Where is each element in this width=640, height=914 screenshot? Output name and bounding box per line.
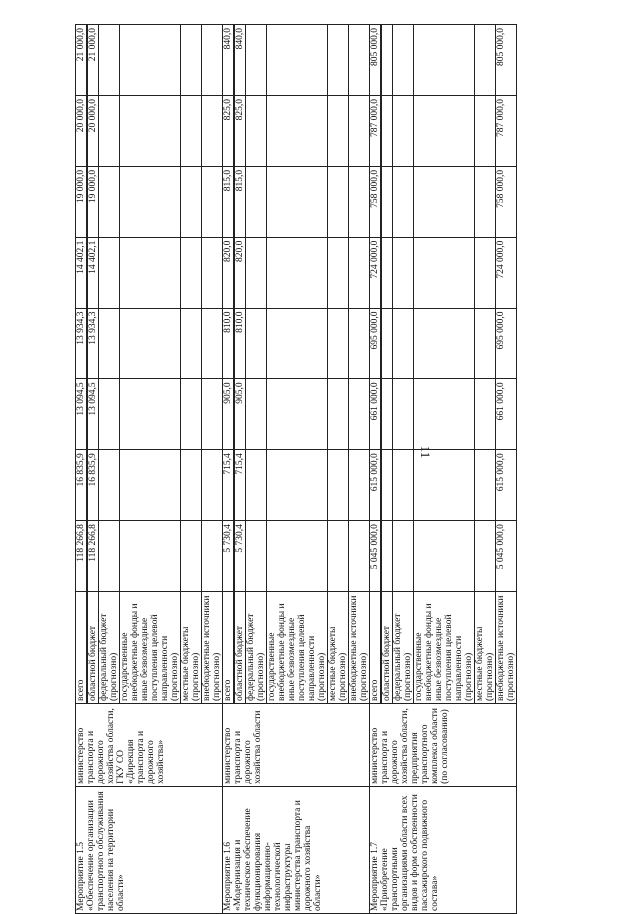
value-cell: 13 094,5 [76, 379, 88, 450]
value-cell: 715,4 [223, 450, 235, 521]
value-cell [393, 379, 414, 450]
value-cell: 20 000,0 [87, 95, 99, 166]
value-cell: 787 000,0 [496, 95, 517, 166]
value-cell [120, 25, 181, 96]
rotated-table-container [75, 24, 551, 914]
value-cell [246, 521, 267, 592]
source-label-cell: внебюджетные источники (прогнозно) [202, 591, 223, 703]
value-cell [120, 95, 181, 166]
value-cell [381, 25, 393, 96]
value-cell [414, 166, 475, 237]
value-cell [328, 450, 349, 521]
value-cell [99, 25, 120, 96]
value-cell [381, 308, 393, 379]
value-cell [349, 25, 370, 96]
value-cell [99, 379, 120, 450]
value-cell [120, 308, 181, 379]
value-cell [414, 25, 475, 96]
value-cell [349, 237, 370, 308]
value-cell: 5 730,4 [223, 521, 235, 592]
event-name-cell: Мероприятие 1.5 «Обеспечение организации транспортного обслуживания населения на территории области» [76, 786, 223, 913]
source-label-cell: местные бюджеты (прогнозно) [475, 591, 496, 703]
funding-table-body [76, 25, 517, 914]
value-cell [181, 308, 202, 379]
value-cell [99, 308, 120, 379]
value-cell [328, 237, 349, 308]
value-cell [202, 521, 223, 592]
value-cell [393, 95, 414, 166]
value-cell [202, 166, 223, 237]
source-label-cell: местные бюджеты (прогнозно) [328, 591, 349, 703]
value-cell [475, 521, 496, 592]
value-cell [267, 450, 328, 521]
page-number: 11 [418, 445, 433, 459]
source-label-cell: государственные внебюджетные фонды и иные безвозмездные поступления целевой направленности (прогнозно) [267, 591, 328, 703]
value-cell [246, 379, 267, 450]
value-cell [349, 521, 370, 592]
value-cell [246, 95, 267, 166]
source-label-cell: всего [76, 591, 88, 703]
value-cell [120, 521, 181, 592]
value-cell [475, 379, 496, 450]
value-cell: 118 266,8 [87, 521, 99, 592]
value-cell [328, 521, 349, 592]
value-cell [267, 237, 328, 308]
source-label-cell: всего [223, 591, 235, 703]
value-cell [328, 95, 349, 166]
value-cell [349, 450, 370, 521]
value-cell: 16 835,9 [87, 450, 99, 521]
source-label-cell: федеральный бюджет (прогнозно) [246, 591, 267, 703]
value-cell [267, 95, 328, 166]
value-cell: 715,4 [234, 450, 246, 521]
source-label-cell: внебюджетные источники (прогнозно) [349, 591, 370, 703]
value-cell [414, 521, 475, 592]
value-cell [328, 379, 349, 450]
funding-table [75, 24, 517, 914]
value-cell [202, 450, 223, 521]
value-cell: 5 045 000,0 [496, 521, 517, 592]
source-label-cell: государственные внебюджетные фонды и иные безвозмездные поступления целевой направленности (прогнозно) [414, 591, 475, 703]
value-cell [99, 237, 120, 308]
executor-cell: министерство транспорта и дорожного хозяйства области, предприятия транспортного комплекса области (по согласованию) [370, 703, 517, 786]
value-cell: 820,0 [223, 237, 235, 308]
value-cell [349, 308, 370, 379]
value-cell [349, 166, 370, 237]
value-cell: 724 000,0 [496, 237, 517, 308]
value-cell: 20 000,0 [76, 95, 88, 166]
source-label-cell: федеральный бюджет (прогнозно) [99, 591, 120, 703]
value-cell: 815,0 [234, 166, 246, 237]
value-cell: 14 402,1 [76, 237, 88, 308]
value-cell [120, 166, 181, 237]
value-cell [475, 95, 496, 166]
value-cell [414, 95, 475, 166]
executor-cell: министерство транспорта и дорожного хозяйства области [223, 703, 370, 786]
value-cell [181, 379, 202, 450]
value-cell [381, 379, 393, 450]
value-cell: 21 000,0 [87, 25, 99, 96]
value-cell: 825,0 [223, 95, 235, 166]
value-cell: 16 835,9 [76, 450, 88, 521]
value-cell: 905,0 [234, 379, 246, 450]
value-cell [246, 450, 267, 521]
value-cell [181, 166, 202, 237]
value-cell: 825,0 [234, 95, 246, 166]
value-cell [246, 237, 267, 308]
table-row [223, 25, 235, 914]
value-cell [181, 450, 202, 521]
value-cell [414, 379, 475, 450]
source-label-cell: государственные внебюджетные фонды и иные безвозмездные поступления целевой направленности (прогнозно) [120, 591, 181, 703]
value-cell [202, 379, 223, 450]
value-cell [267, 25, 328, 96]
source-label-cell: внебюджетные источники (прогнозно) [496, 591, 517, 703]
value-cell: 19 000,0 [76, 166, 88, 237]
value-cell [181, 95, 202, 166]
value-cell: 615 000,0 [496, 450, 517, 521]
source-label-cell: всего [370, 591, 382, 703]
value-cell [99, 450, 120, 521]
value-cell [349, 95, 370, 166]
value-cell [393, 308, 414, 379]
value-cell [475, 166, 496, 237]
source-label-cell: федеральный бюджет (прогнозно) [393, 591, 414, 703]
value-cell [393, 237, 414, 308]
executor-cell: министерство транспорта и дорожного хозяйства области, ГКУ СО «Дирекция транспорта и дорожного хозяйства» [76, 703, 223, 786]
value-cell [393, 521, 414, 592]
value-cell [120, 237, 181, 308]
value-cell [120, 379, 181, 450]
value-cell [414, 308, 475, 379]
value-cell: 5 045 000,0 [370, 521, 382, 592]
value-cell [267, 308, 328, 379]
table-row [76, 25, 88, 914]
value-cell [414, 450, 475, 521]
value-cell [381, 521, 393, 592]
table-row [370, 25, 382, 914]
value-cell: 787 000,0 [370, 95, 382, 166]
value-cell [246, 308, 267, 379]
value-cell [246, 25, 267, 96]
value-cell [181, 521, 202, 592]
value-cell: 695 000,0 [370, 308, 382, 379]
value-cell [393, 166, 414, 237]
value-cell [328, 25, 349, 96]
value-cell [393, 25, 414, 96]
value-cell [267, 166, 328, 237]
value-cell: 661 000,0 [370, 379, 382, 450]
value-cell: 810,0 [234, 308, 246, 379]
value-cell [99, 166, 120, 237]
value-cell [181, 25, 202, 96]
value-cell: 13 934,3 [76, 308, 88, 379]
value-cell: 905,0 [223, 379, 235, 450]
source-label-cell: областной бюджет [381, 591, 393, 703]
value-cell [414, 237, 475, 308]
value-cell: 14 402,1 [87, 237, 99, 308]
value-cell: 615 000,0 [370, 450, 382, 521]
value-cell: 758 000,0 [496, 166, 517, 237]
source-label-cell: областной бюджет [234, 591, 246, 703]
value-cell: 805 000,0 [496, 25, 517, 96]
value-cell [202, 25, 223, 96]
value-cell: 810,0 [223, 308, 235, 379]
value-cell [381, 95, 393, 166]
value-cell: 19 000,0 [87, 166, 99, 237]
value-cell: 724 000,0 [370, 237, 382, 308]
value-cell [202, 95, 223, 166]
value-cell [328, 166, 349, 237]
value-cell: 758 000,0 [370, 166, 382, 237]
value-cell [267, 521, 328, 592]
value-cell [393, 450, 414, 521]
value-cell: 13 094,5 [87, 379, 99, 450]
source-label-cell: областной бюджет [87, 591, 99, 703]
value-cell [381, 450, 393, 521]
value-cell: 820,0 [234, 237, 246, 308]
value-cell [475, 25, 496, 96]
value-cell [120, 450, 181, 521]
value-cell [475, 308, 496, 379]
value-cell [99, 95, 120, 166]
value-cell: 815,0 [223, 166, 235, 237]
value-cell: 21 000,0 [76, 25, 88, 96]
value-cell [475, 450, 496, 521]
event-name-cell: Мероприятие 1.6 «Модернизация и техническое обеспечение функционирования информационно-технологической инфраструктуры министерства транспорта и дорожного хозяйства области» [223, 786, 370, 913]
value-cell: 695 000,0 [496, 308, 517, 379]
event-name-cell: Мероприятие 1.7 «Приобретение транспортными организациями области всех видов и форм собственности пассажирского подвижного состава» [370, 786, 517, 913]
value-cell [475, 237, 496, 308]
value-cell [381, 166, 393, 237]
value-cell: 661 000,0 [496, 379, 517, 450]
value-cell: 840,0 [223, 25, 235, 96]
value-cell [99, 521, 120, 592]
value-cell: 5 730,4 [234, 521, 246, 592]
value-cell [202, 237, 223, 308]
value-cell [381, 237, 393, 308]
value-cell [349, 379, 370, 450]
value-cell: 840,0 [234, 25, 246, 96]
source-label-cell: местные бюджеты (прогнозно) [181, 591, 202, 703]
value-cell: 118 266,8 [76, 521, 88, 592]
value-cell [246, 166, 267, 237]
value-cell: 805 000,0 [370, 25, 382, 96]
value-cell [202, 308, 223, 379]
value-cell [267, 379, 328, 450]
value-cell [181, 237, 202, 308]
value-cell [328, 308, 349, 379]
value-cell: 13 934,3 [87, 308, 99, 379]
